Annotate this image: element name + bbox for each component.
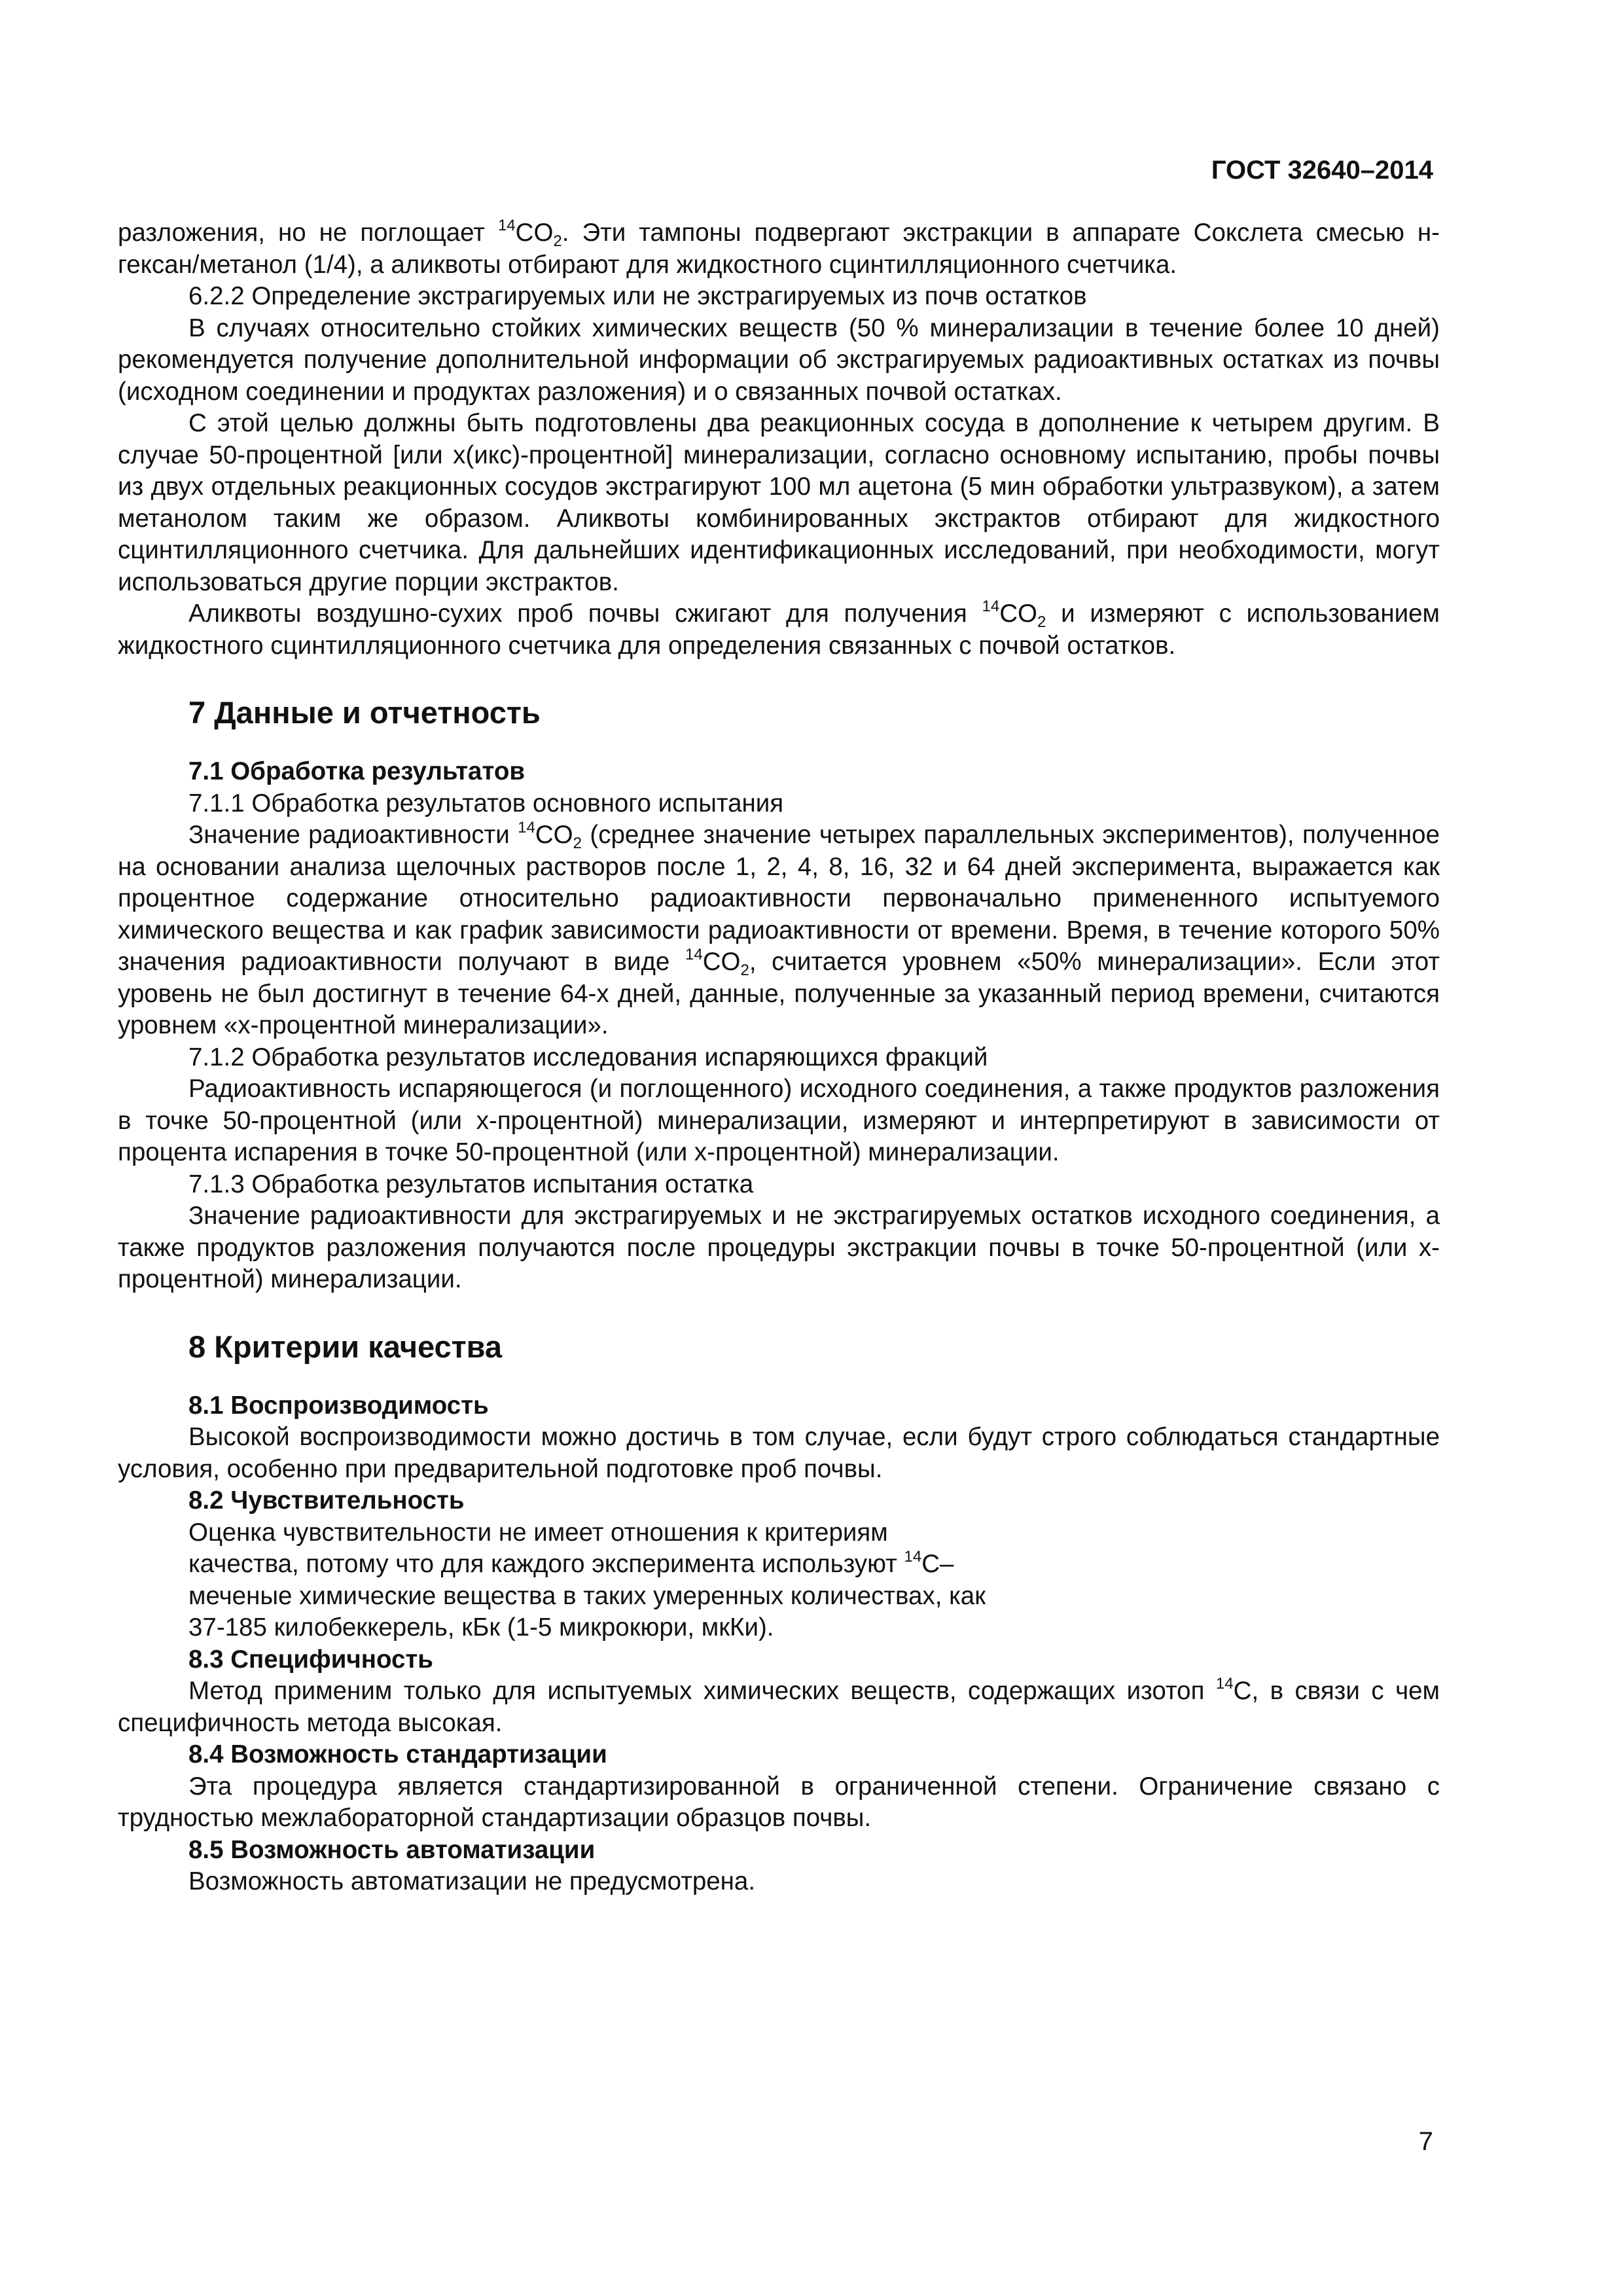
section-7-heading: 7 Данные и отчетность — [188, 695, 541, 730]
sensitivity-line-4: 37-185 килобеккерель, кБк (1-5 микрокюри, мкКи). — [188, 1613, 774, 1641]
standard-code-header: ГОСТ 32640–2014 — [1211, 156, 1433, 185]
paragraph-continuation: разложения, но не поглощает $^{14}CO_2$. Эти тампоны подвергают экстракции в аппарате Сокслета смесью н-гексан/метанол (1/4), а аликвоты отбирают для жидкостного сцинтилляционного счетчика. — [118, 217, 1440, 279]
subsection-8-3-title: 8.3 Специфичность — [188, 1645, 433, 1674]
paragraph-volatile-fractions: Радиоактивность испаряющегося (и поглощенного) исходного соединения, а также продуктов разложения в точке 50-процентной (или х-процентной) минерализации, измеряют и интерпретируют в зависимости от процента испарения в точке 50-процентной (или х-процентной) минерализации. — [118, 1075, 1440, 1166]
section-8-heading: 8 Критерии качества — [188, 1329, 503, 1364]
paragraph-radioactivity-value: Значение радиоактивности $^{14}CO_2$ (среднее значение четырех параллельных экспериментов), полученное на основании анализа щелочных растворов после 1, 2, 4, 8, 16, 32 и 64 дней эксперимента, выражается как процентное содержание относительно радиоактивности первоначально примененного испытуемого химического вещества и как график зависимости радиоактивности от времени. Время, в течение которого 50% значения радиоактивности получают в виде $^{14}CO_2$, считается уровнем «50% минерализации». Если этот уровень не был достигнут в течение 64-х дней, данные, полученные за указанный период времени, считаются уровнем «х-процентной минерализации». — [118, 819, 1440, 1039]
paragraph-standardization: Эта процедура является стандартизированной в ограниченной степени. Ограничение связано с трудностью межлабораторной стандартизации образцов почвы. — [118, 1772, 1440, 1832]
subsection-8-1-title: 8.1 Воспроизводимость — [188, 1391, 489, 1420]
subsection-7-1-1-title: 7.1.1 Обработка результатов основного испытания — [188, 789, 784, 817]
subsection-8-2-title: 8.2 Чувствительность — [188, 1486, 465, 1515]
paragraph-extraction: С этой целью должны быть подготовлены два реакционных сосуда в дополнение к четырем другим. В случае 50-процентной [или х(икс)-процентной] минерализации, согласно основному испытанию, пробы почвы из двух отдельных реакционных сосудов экстрагируют 100 мл ацетона (5 мин обработки ультразвуком), а затем метанолом таким же образом. Аликвоты комбинированных экстрактов отбирают для жидкостного сцинтилляционного счетчика. Для дальнейших идентификационных исследований, при необходимости, могут использоваться другие порции экстрактов. — [118, 409, 1440, 596]
subsection-8-5-title: 8.5 Возможность автоматизации — [188, 1835, 596, 1864]
page-number: 7 — [1418, 2127, 1433, 2156]
subsection-7-1-title: 7.1 Обработка результатов — [188, 757, 525, 785]
paragraph-stable-substances: В случаях относительно стойких химических веществ (50 % минерализации в течение более 10 дней) рекомендуется получение дополнительной информации об экстрагируемых радиоактивных остатках из почвы (исходном соединении и продуктах разложения) и о связанных почвой остатках. — [118, 314, 1440, 406]
sensitivity-line-2: качества, потому что для каждого эксперимента используют $^{14}$C– — [188, 1548, 954, 1578]
sensitivity-line-3: меченые химические вещества в таких умеренных количествах, как — [188, 1581, 986, 1610]
page-content — [118, 217, 1440, 1898]
sensitivity-line-1: Оценка чувствительности не имеет отношения к критериям — [188, 1518, 888, 1547]
paragraph-specificity: Метод применим только для испытуемых химических веществ, содержащих изотоп $^{14}$C, в связи с чем специфичность метода высокая. — [118, 1675, 1440, 1737]
paragraph-residue-results: Значение радиоактивности для экстрагируемых и не экстрагируемых остатков исходного соединения, а также продуктов разложения получаются после процедуры экстракции почвы в точке 50-процентной (или х-процентной) минерализации. — [118, 1202, 1440, 1293]
subsection-6-2-2-title: 6.2.2 Определение экстрагируемых или не экстрагируемых из почв остатков — [188, 282, 1087, 310]
paragraph-reproducibility: Высокой воспроизводимости можно достичь в том случае, если будут строго соблюдаться стандартные условия, особенно при предварительной подготовке проб почвы. — [118, 1423, 1440, 1483]
subsection-7-1-3-title: 7.1.3 Обработка результатов испытания остатка — [188, 1170, 754, 1198]
subsection-7-1-2-title: 7.1.2 Обработка результатов исследования испаряющихся фракций — [188, 1043, 988, 1071]
paragraph-automation: Возможность автоматизации не предусмотрена. — [188, 1867, 756, 1895]
paragraph-combustion: Аликвоты воздушно-сухих проб почвы сжигают для получения $^{14}CO_2$ и измеряют с использованием жидкостного сцинтилляционного счетчика для определения связанных с почвой остатков. — [118, 598, 1440, 660]
subsection-8-4-title: 8.4 Возможность стандартизации — [188, 1740, 607, 1768]
